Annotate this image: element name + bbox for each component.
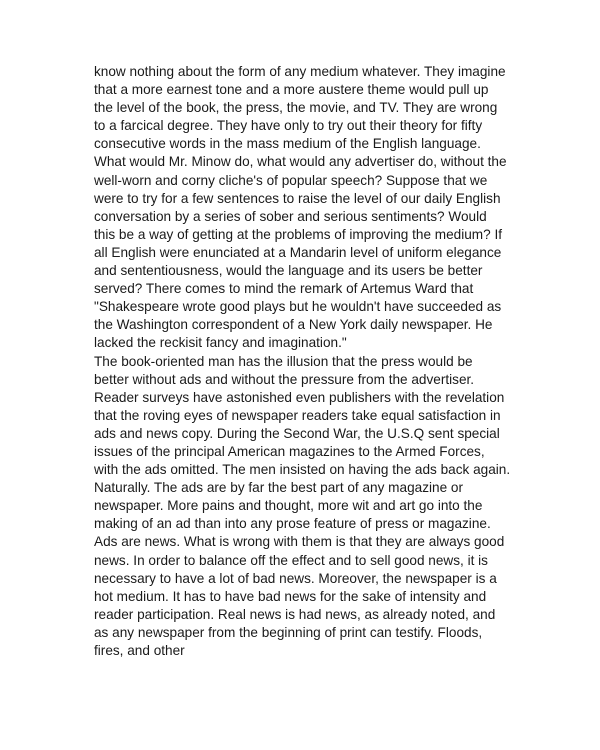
- text-line: ads and news copy. During the Second War, the U.S.Q sent special: [94, 425, 500, 441]
- text-line: news. In order to balance off the effect and to sell good news, it is: [94, 552, 488, 568]
- text-line: and sententiousness, would the language and its users be better: [94, 263, 483, 279]
- text-line: Naturally. The ads are by far the best part of any magazine or: [94, 480, 463, 496]
- text-line: know nothing about the form of any medium whatever. They imagine: [94, 64, 506, 79]
- text-line: necessary to have a lot of bad news. Moreover, the newspaper is a: [94, 570, 497, 586]
- text-line: conversation by a series of sober and serious sentiments? Would: [94, 208, 487, 224]
- text-line: What would Mr. Minow do, what would any advertiser do, without the: [94, 154, 507, 170]
- text-line: all English were enunciated at a Mandarin level of uniform elegance: [94, 244, 502, 260]
- text-line: the level of the book, the press, the movie, and TV. They are wrong: [94, 100, 498, 116]
- text-line: Ads are news. What is wrong with them is that they are always good: [94, 534, 505, 550]
- text-line: served? There comes to mind the remark of Artemus Ward that: [94, 281, 474, 297]
- text-line: Reader surveys have astonished even publishers with the revelation: [94, 389, 505, 405]
- text-line: that a more earnest tone and a more austere theme would pull up: [94, 82, 489, 98]
- text-line: newspaper. More pains and thought, more wit and art go into the: [94, 498, 483, 514]
- text-line: as any newspaper from the beginning of print can testify. Floods,: [94, 624, 483, 640]
- text-line: the Washington correspondent of a New York daily newspaper. He: [94, 317, 493, 333]
- text-line: hot medium. It has to have bad news for the sake of intensity and: [94, 588, 487, 604]
- text-line: were to try for a few sentences to raise the level of our daily English: [94, 190, 501, 206]
- text-line: to a farcical degree. They have only to try out their theory for fifty: [94, 118, 483, 134]
- text-line: fires, and other: [94, 643, 185, 658]
- text-line: issues of the principal American magazines to the Armed Forces,: [94, 443, 485, 459]
- text-line: this be a way of getting at the problems of improving the medium? If: [94, 226, 503, 242]
- text-line: that the roving eyes of newspaper readers take equal satisfaction in: [94, 407, 501, 423]
- body-text: [94, 63, 534, 660]
- text-line: lacked the reckisit fancy and imagination.": [94, 335, 347, 351]
- text-line: with the ads omitted. The men insisted on having the ads back again.: [94, 462, 511, 478]
- text-line: reader participation. Real news is had news, as already noted, and: [94, 606, 496, 622]
- paragraph-start-line: The book-oriented man has the illusion that the press would be: [94, 353, 473, 369]
- text-line: "Shakespeare wrote good plays but he wouldn't have succeeded as: [94, 299, 502, 315]
- text-line: consecutive words in the mass medium of the English language.: [94, 136, 481, 152]
- text-line: better without ads and without the pressure from the advertiser.: [94, 371, 475, 387]
- text-line: well-worn and corny cliche's of popular speech? Suppose that we: [94, 172, 488, 188]
- text-line: making of an ad than into any prose feature of press or magazine.: [94, 516, 491, 532]
